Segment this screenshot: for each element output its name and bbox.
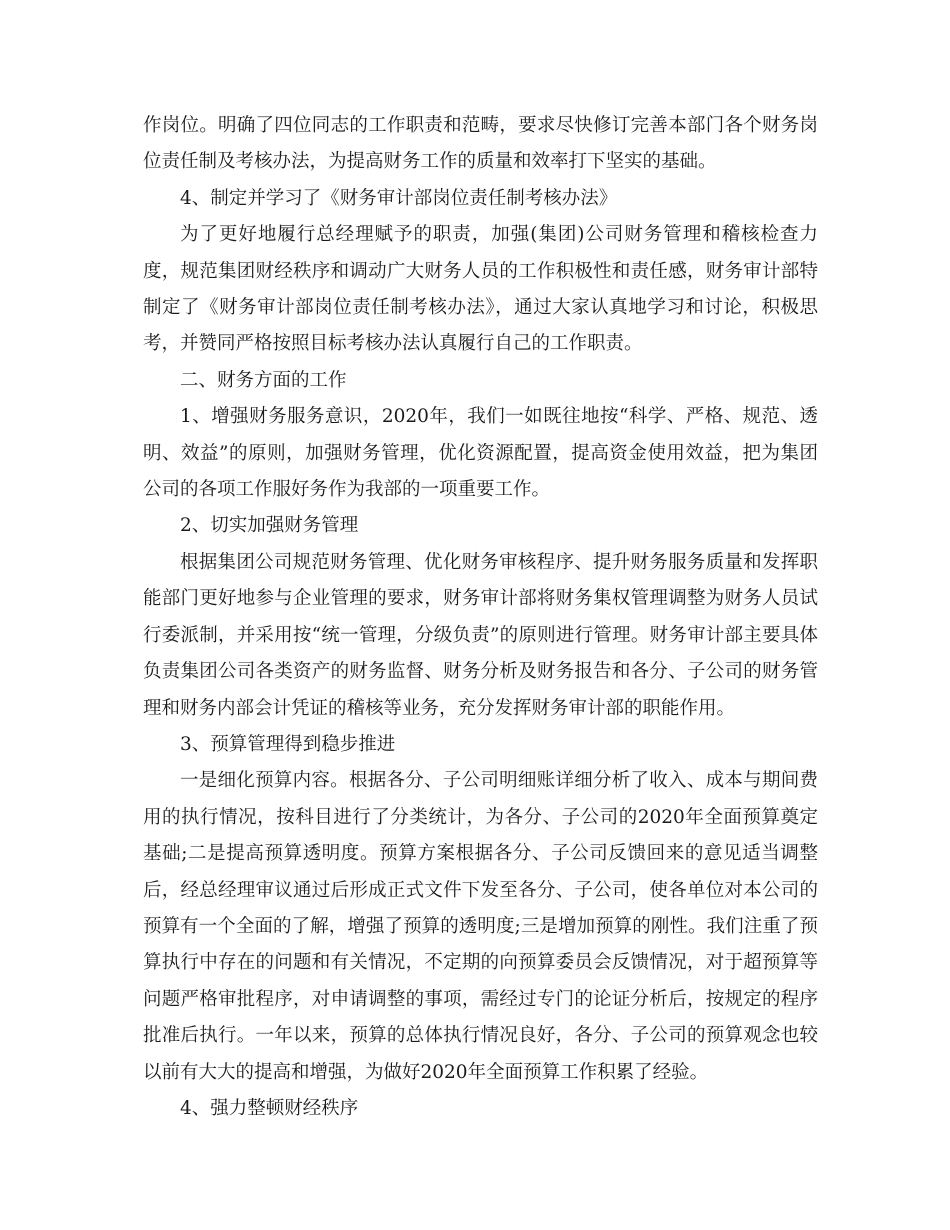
paragraph-financial-management: 根据集团公司规范财务管理、优化财务审核程序、提升财务服务质量和发挥职能部门更好地参与企业管理的要求，财务审计部将财务集权管理调整为财务人员试行委派制，并采用按“统一管理，分级负责”的原则进行管理。财务审计部主要具体负责集团公司各类资产的财务监督、财务分析及财务报告和各分、子公司的财务管理和财务内部会计凭证的稽核等业务，充分发挥财务审计部的职能作用。 (143, 551, 818, 719)
section-heading-finance-work: 二、财务方面的工作 (180, 369, 347, 391)
section-heading-budget-management: 3、预算管理得到稳步推进 (180, 733, 396, 755)
paragraph-service-awareness: 1、增强财务服务意识，2020年，我们一如既往地按“科学、严格、规范、透明、效益”的原则，加强财务管理，优化资源配置，提高资金使用效益，把为集团公司的各项工作服好务作为我部的一项重要工作。 (143, 406, 818, 501)
section-heading-4-assessment-method: 4、制定并学习了《财务审计部岗位责任制考核办法》 (180, 187, 618, 209)
paragraph-budget-management: 一是细化预算内容。根据各分、子公司明细账详细分析了收入、成本与期间费用的执行情况，按科目进行了分类统计，为各分、子公司的2020年全面预算奠定基础;二是提高预算透明度。预算方案根据各分、子公司反馈回来的意见适当调整后，经总经理审议通过后形成正式文件下发至各分、子公司，使各单位对本公司的预算有一个全面的了解，增强了预算的透明度;三是增加预算的刚性。我们注重了预算执行中存在的问题和有关情况，不定期的向预算委员会反馈情况，对于超预算等问题严格审批程序，对申请调整的事项，需经过专门的论证分析后，按规定的程序批准后执行。一年以来，预算的总体执行情况良好，各分、子公司的预算观念也较以前有大大的提高和增强，为做好2020年全面预算工作积累了经验。 (143, 770, 818, 1083)
paragraph-assessment-method: 为了更好地履行总经理赋予的职责，加强(集团)公司财务管理和稽核检查力度，规范集团财经秩序和调动广大财务人员的工作积极性和责任感，财务审计部特制定了《财务审计部岗位责任制考核办法》，通过大家认真地学习和讨论，积极思考，并赞同严格按照目标考核办法认真履行自己的工作职责。 (143, 224, 818, 355)
paragraph-continuation: 作岗位。明确了四位同志的工作职责和范畴，要求尽快修订完善本部门各个财务岗位责任制及考核办法，为提高财务工作的质量和效率打下坚实的基础。 (143, 115, 818, 173)
document-body (143, 108, 818, 1127)
section-heading-financial-order: 4、强力整顿财经秩序 (180, 1097, 359, 1119)
section-heading-strengthen-management: 2、切实加强财务管理 (180, 515, 359, 537)
